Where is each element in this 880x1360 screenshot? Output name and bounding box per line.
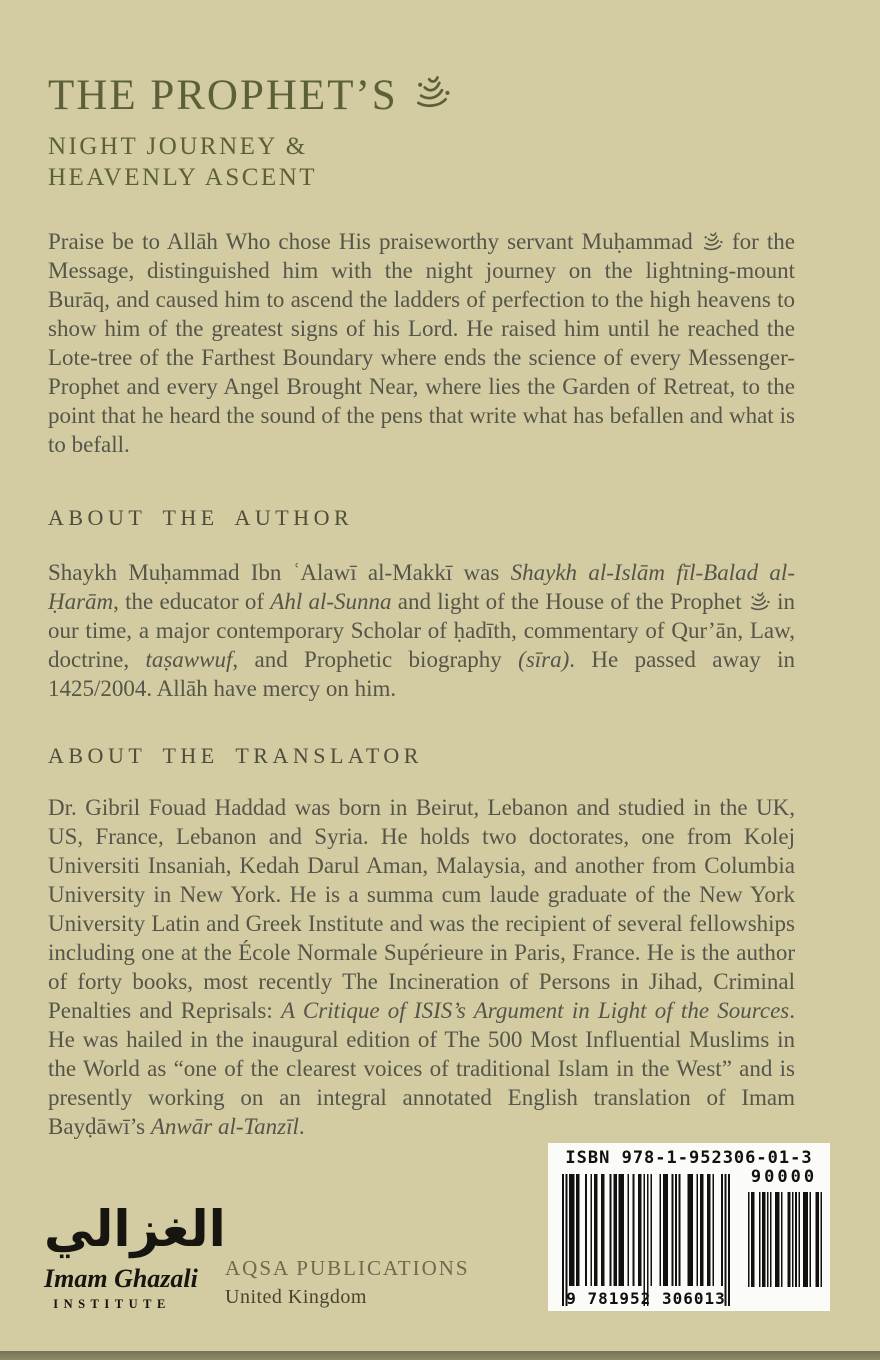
cover-text-column (48, 72, 795, 1141)
book-subtitle-line-1: NIGHT JOURNEY & (48, 133, 308, 160)
logo-name: Imam Ghazali (44, 1264, 198, 1293)
barcode-price-code: 90000 (750, 1167, 818, 1187)
logo-calligraphy-icon: الغزالي (44, 1200, 226, 1258)
isbn-barcode (548, 1143, 830, 1311)
book-title: THE PROPHET’S (48, 72, 398, 119)
publisher-name: AQSA PUBLICATIONS (225, 1256, 470, 1280)
about-translator-heading: ABOUT THE TRANSLATOR (48, 743, 423, 768)
book-title-row (48, 72, 795, 120)
barcode-digits: 9 781952 306013 (566, 1289, 726, 1308)
about-author-heading: ABOUT THE AUTHOR (48, 505, 354, 530)
sallallahu-alayhi-wasallam-icon (412, 72, 452, 117)
logo-institute-label: INSTITUTE (53, 1297, 171, 1311)
imam-ghazali-institute-logo (44, 1196, 226, 1312)
publisher-location: United Kingdom (225, 1286, 367, 1308)
book-subtitle-line-2: HEAVENLY ASCENT (48, 164, 318, 191)
cover-bottom-edge (0, 1351, 880, 1360)
isbn-number-label: ISBN 978-1-952306-01-3 (565, 1148, 813, 1168)
book-blurb-paragraph: Praise be to Allāh Who chose His praiseworthy servant Muḥammad for the Message, distinguished him with the night journey on the lightning-mount Burāq, and caused him to ascend the ladders of perfection to the high heavens to show him of the greatest signs of his Lord. He raised him until he reached the Lote-tree of the Farthest Boundary where ends the science of every Messenger-Prophet and every Angel Brought Near, where lies the Garden of Retreat, to the point that he heard the sound of the pens that write what has befallen and what is to befall. (48, 229, 796, 457)
publisher-block (225, 1256, 470, 1309)
about-translator-paragraph: Dr. Gibril Fouad Haddad was born in Beirut, Lebanon and studied in the UK, US, France, Lebanon and Syria. He holds two doctorates, one from Kolej Universiti Insaniah, Kedah Darul Aman, Malaysia, and another from Columbia University in New York. He is a summa cum laude graduate of the New York University Latin and Greek Institute and was the recipient of several fellowships including one at the École Normale Supérieure in Paris, France. He is the author of forty books, most recently The Incineration of Persons in Jihad, Criminal Penalties and Reprisals: A Critique of ISIS’s Argument in Light of the Sources. He was hailed in the inaugural edition of The 500 Most Influential Muslims in the World as “one of the clearest voices of traditional Islam in the West” and is presently working on an integral annotated English translation of Imam Bayḍāwī’s Anwār al-Tanzīl. (48, 795, 795, 1139)
ean13-barcode-bars-icon (562, 1174, 730, 1306)
about-author-paragraph: Shaykh Muḥammad Ibn ʿAlawī al-Makkī was Shaykh al-Islām fīl-Balad al-Ḥarām, the educator of Ahl al-Sunna and light of the House of the Prophet in our time, a major contemporary Scholar of ḥadīth, commentary of Qur’ān, Law, doctrine, taṣawwuf, and Prophetic biography (sīra). He passed away in 1425/2004. Allāh have mercy on him. (48, 560, 796, 701)
sallallahu-alayhi-wasallam-icon (748, 589, 777, 614)
sallallahu-alayhi-wasallam-icon (701, 229, 732, 254)
ean5-supplement-bars-icon (748, 1192, 822, 1287)
